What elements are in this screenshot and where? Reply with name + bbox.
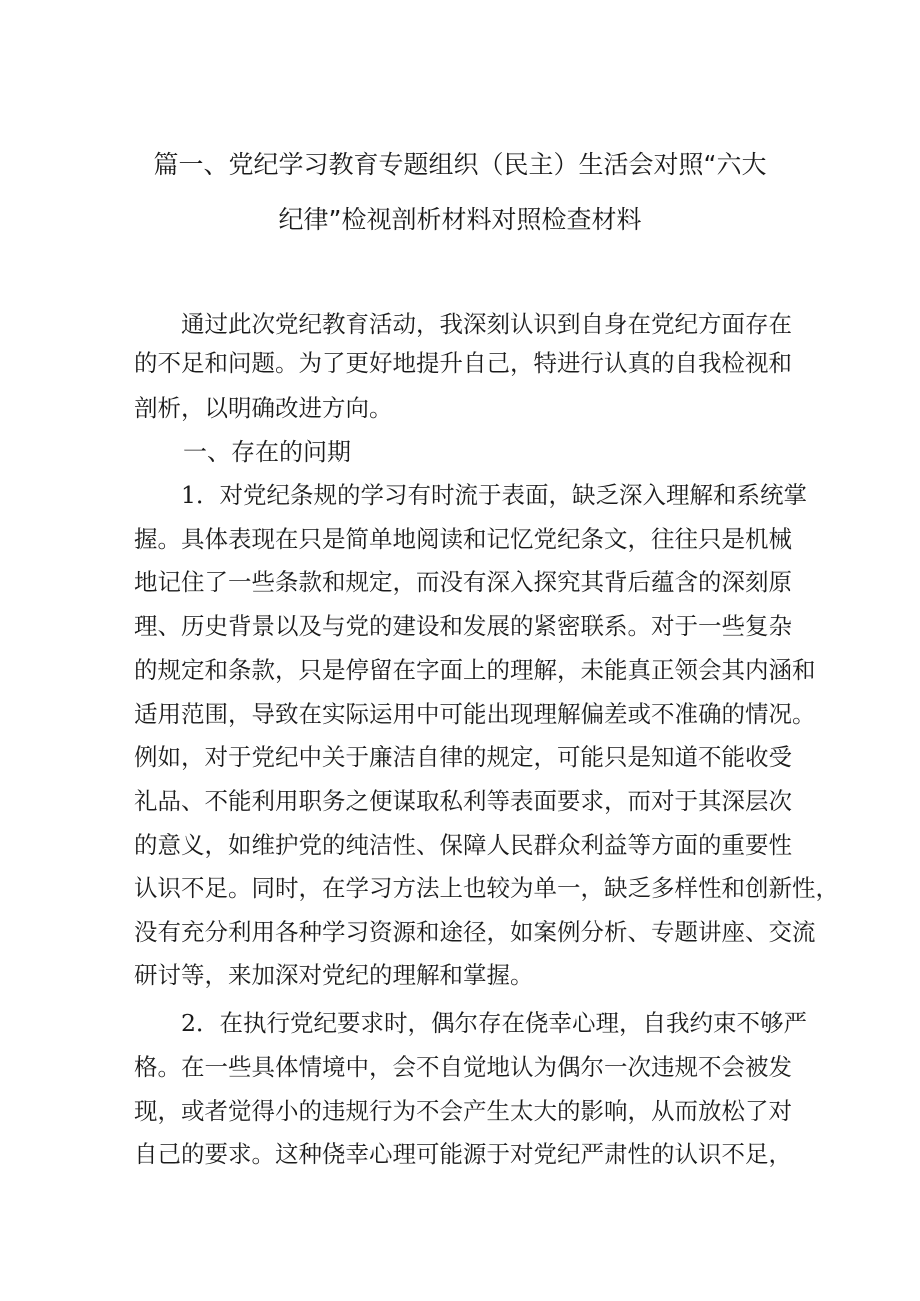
item1-line: 的规定和条款，只是停留在字面上的理解，未能真正领会其内涵和	[134, 656, 816, 684]
item1-line: 例如，对于党纪中关于廉洁自律的规定，可能只是知道不能收受	[134, 743, 792, 771]
document-title-line-1: 篇一、党纪学习教育专题组织（民主）生活会对照“六大	[153, 150, 767, 179]
item1-line: 的意义，如维护党的纯洁性、保障人民群众利益等方面的重要性	[134, 831, 792, 859]
item1-line: 1．对党纪条规的学习有时流于表面，缺乏深入理解和系统掌	[181, 481, 807, 509]
item2-line: 自己的要求。这种侥幸心理可能源于对党纪严肃性的认识不足，	[134, 1140, 792, 1168]
item1-line: 理、历史背景以及与党的建设和发展的紧密联系。对于一些复杂	[134, 612, 792, 640]
intro-line: 剖析，以明确改进方向。	[134, 394, 393, 422]
intro-line: 的不足和问题。为了更好地提升自己，特进行认真的自我检视和	[134, 349, 792, 377]
section-heading: 一、存在的问期	[183, 438, 351, 466]
item1-line: 握。具体表现在只是简单地阅读和记忆党纪条文，往往只是机械	[134, 525, 792, 553]
item1-line: 礼品、不能利用职务之便谋取私利等表面要求，而对于其深层次	[134, 787, 792, 815]
intro-line: 通过此次党纪教育活动，我深刻认识到自身在党纪方面存在	[181, 310, 792, 338]
item1-line: 地记住了一些条款和规定，而没有深入探究其背后蕴含的深刻原	[134, 568, 792, 596]
item2-line: 现，或者觉得小的违规行为不会产生太大的影响，从而放松了对	[134, 1097, 792, 1125]
item2-line: 2．在执行党纪要求时，偶尔存在侥幸心理，自我约束不够严	[181, 1009, 807, 1037]
item2-line: 格。在一些具体情境中，会不自觉地认为偶尔一次违规不会被发	[134, 1053, 792, 1081]
item1-line: 研讨等，来加深对党纪的理解和掌握。	[134, 961, 534, 989]
item1-line: 适用范围，导致在实际运用中可能出现理解偏差或不准确的情况。	[134, 700, 816, 728]
item1-line: 没有充分利用各种学习资源和途径，如案例分析、专题讲座、交流	[134, 918, 816, 946]
document-title-line-2: 纪律”检视剖析材料对照检查材料	[278, 205, 642, 234]
item1-line: 认识不足。同时，在学习方法上也较为单一，缺乏多样性和创新性，	[134, 874, 839, 902]
